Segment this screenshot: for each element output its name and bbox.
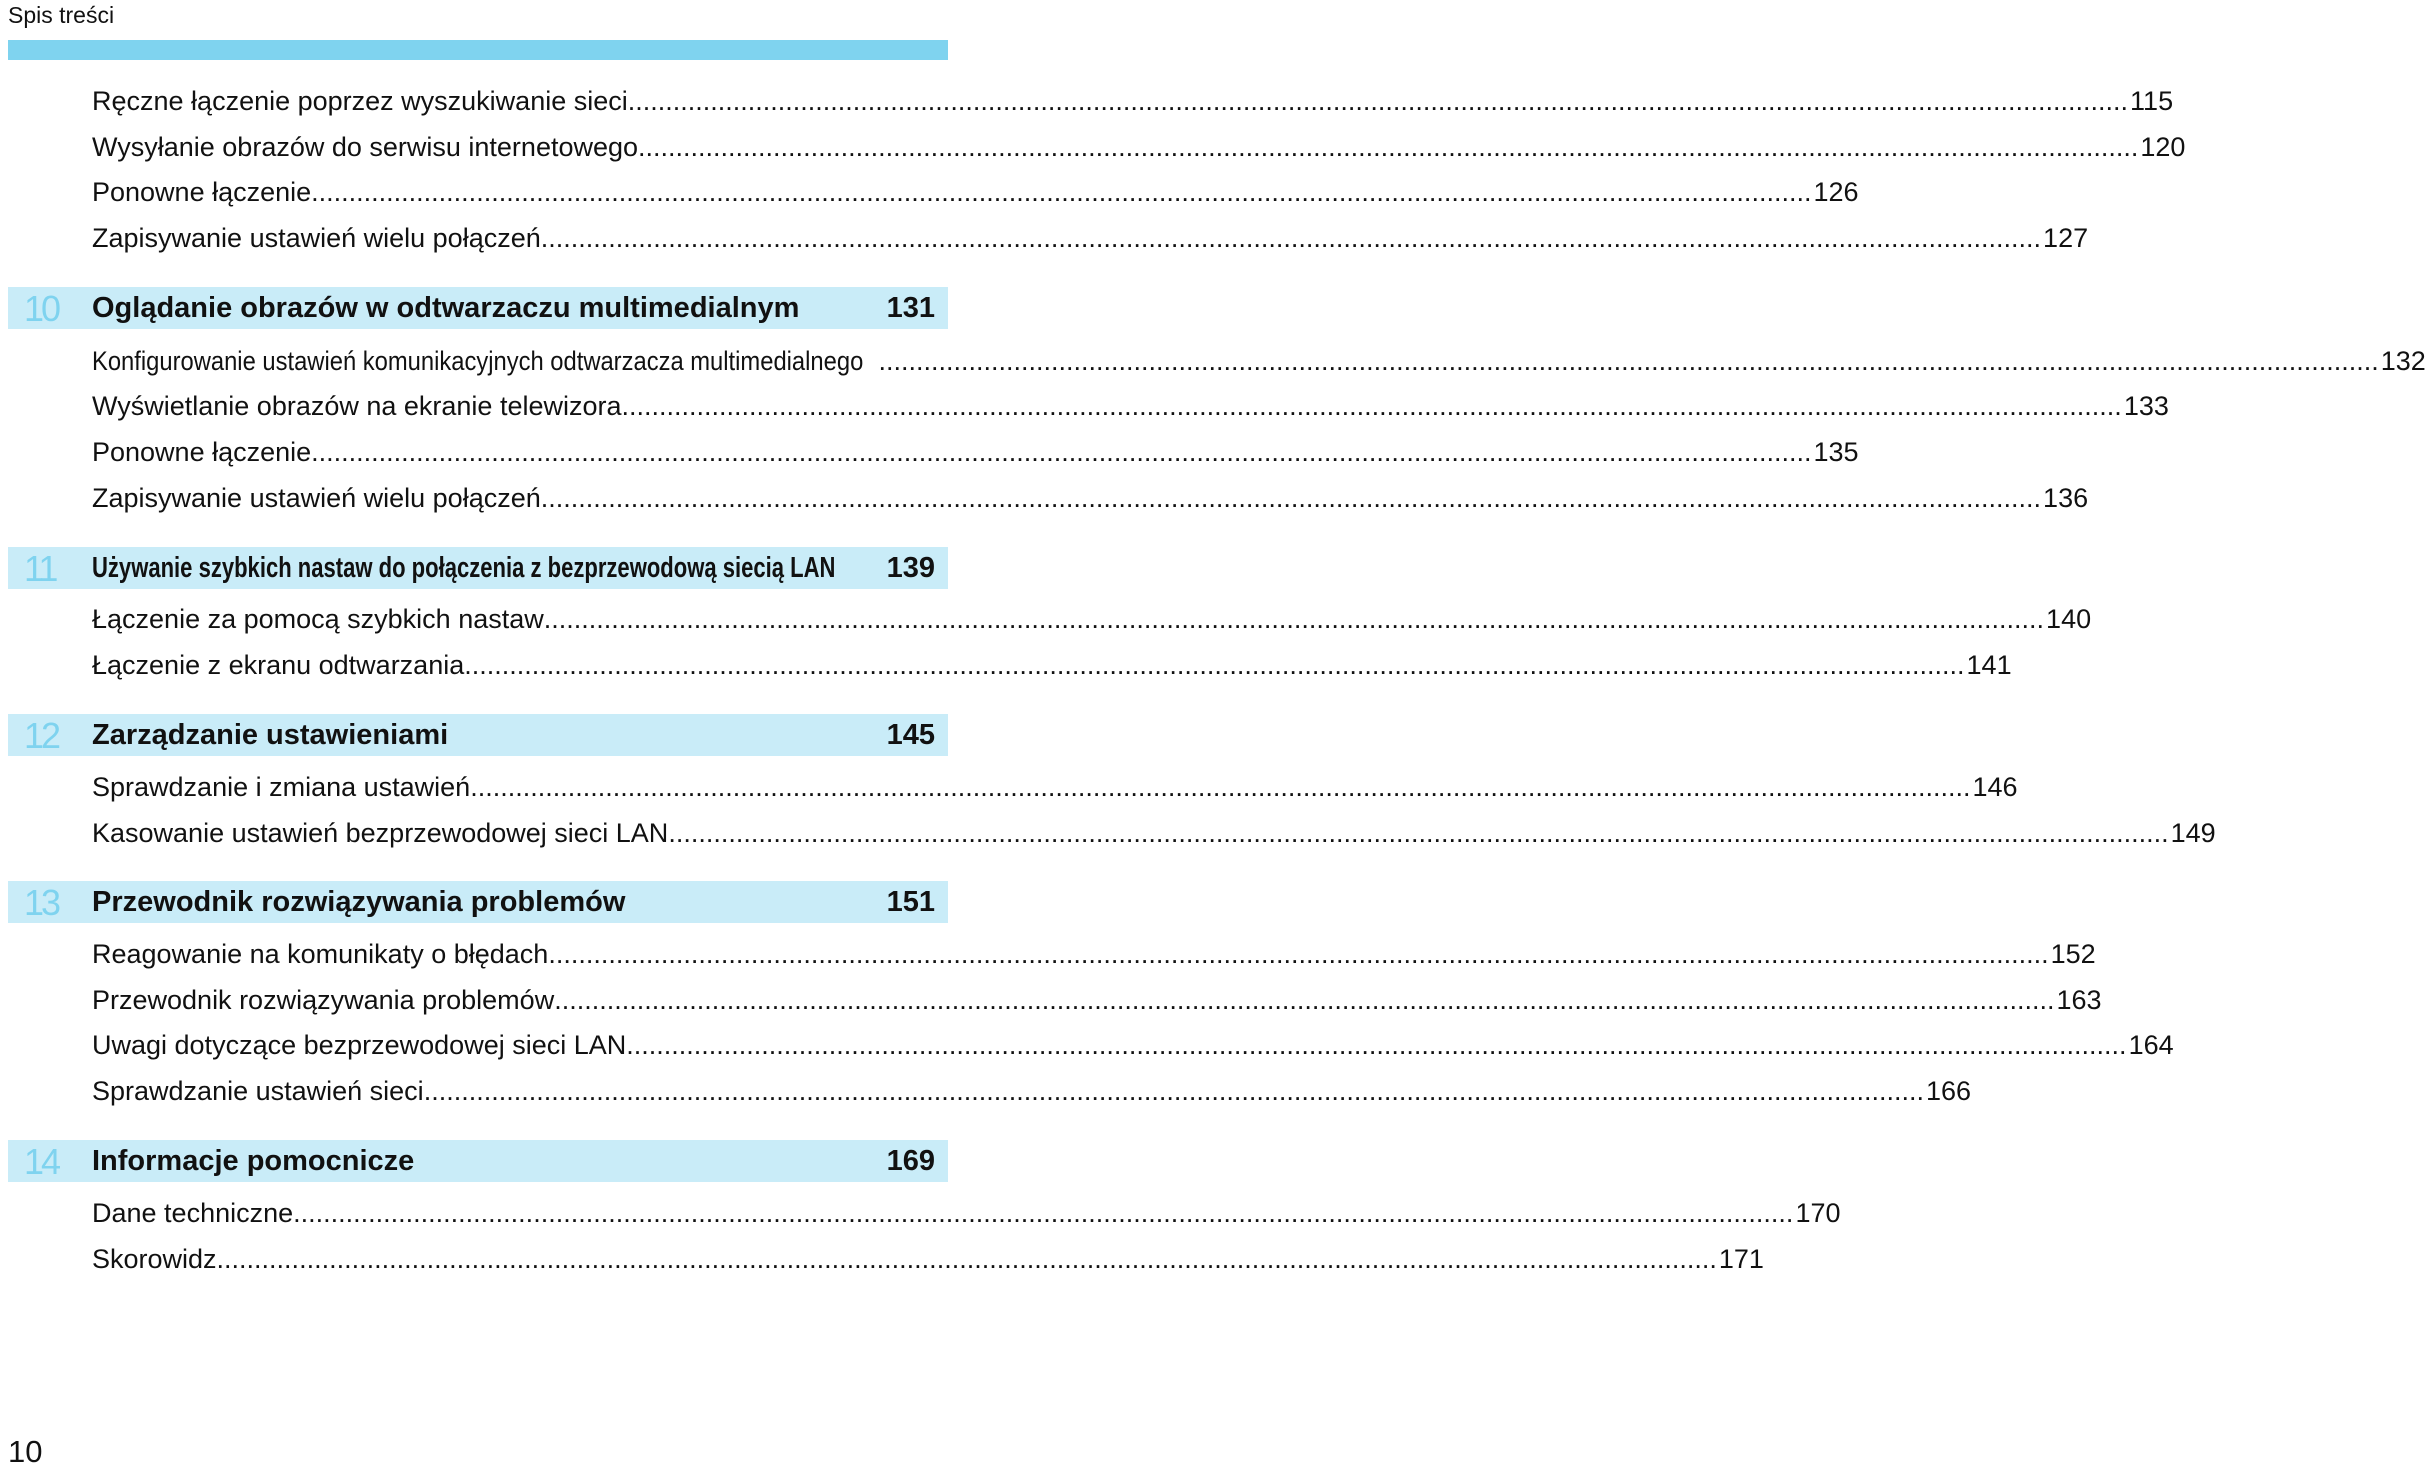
dot-leader: ........................................................................................................................................................................................................: [423, 1076, 1924, 1106]
toc-entry-label: Reagowanie na komunikaty o błędach: [92, 939, 549, 969]
chapter-header[interactable]: [8, 547, 948, 589]
toc-entry-page: 140: [2046, 604, 2092, 634]
chapter-header[interactable]: [8, 714, 948, 756]
toc-entry-page: 126: [1813, 177, 1859, 207]
toc-entry-label: Łączenie za pomocą szybkich nastaw: [92, 604, 544, 634]
page-number: 10: [8, 1434, 43, 1469]
toc-entry-page: 141: [1966, 650, 2012, 680]
toc-entry[interactable]: [92, 481, 2089, 515]
toc-entry[interactable]: [92, 1242, 1764, 1276]
toc-entry[interactable]: [92, 1196, 1841, 1230]
dot-leader: ........................................................................................................................................................................................................: [554, 985, 2055, 1015]
chapter-title: Zarządzanie ustawieniami: [92, 719, 449, 751]
toc-entry-page: 127: [2043, 223, 2089, 253]
dot-leader: ........................................................................................................................................................................................................: [621, 391, 2122, 421]
toc-entry[interactable]: [92, 221, 2089, 255]
toc-entry[interactable]: [92, 1074, 1972, 1108]
dot-leader: ........................................................................................................................................................................................................: [311, 437, 1812, 467]
toc-entry[interactable]: [92, 130, 2186, 164]
toc-entry[interactable]: [92, 602, 2092, 636]
toc-entry-label: Ponowne łączenie: [92, 437, 312, 467]
toc-entry[interactable]: [92, 770, 2018, 804]
chapter-title: Używanie szybkich nastaw do połączenia z bezprzewodową siecią LAN: [92, 552, 836, 584]
chapter-number: 14: [24, 1141, 59, 1182]
chapter-page: 151: [886, 886, 935, 918]
toc-entry-label: Wysyłanie obrazów do serwisu internetowego: [92, 132, 639, 162]
toc-entry-page: 163: [2056, 985, 2102, 1015]
toc-entry-page: 146: [1972, 772, 2018, 802]
dot-leader: ........................................................................................................................................................................................................: [470, 772, 1971, 802]
toc-entry[interactable]: [92, 937, 2096, 971]
toc-entry-page: 164: [2128, 1030, 2174, 1060]
dot-leader: ........................................................................................................................................................................................................: [543, 604, 2045, 634]
toc-entry-page: 133: [2123, 391, 2169, 421]
toc-entry-page: 132: [2380, 346, 2426, 376]
dot-leader: ........................................................................................................................................................................................................: [878, 346, 2379, 376]
toc-entry-page: 170: [1795, 1198, 1841, 1228]
toc-entry-label: Przewodnik rozwiązywania problemów: [92, 985, 555, 1015]
toc-entry-label: Ręczne łączenie poprzez wyszukiwanie sieci: [92, 86, 628, 116]
toc-entry-label: Zapisywanie ustawień wielu połączeń: [92, 483, 541, 513]
toc-entry[interactable]: [92, 175, 1859, 209]
toc-entry[interactable]: [92, 816, 2216, 850]
toc-entry-label: Wyświetlanie obrazów na ekranie telewizora: [92, 391, 622, 421]
dot-leader: ........................................................................................................................................................................................................: [668, 818, 2169, 848]
dot-leader: ........................................................................................................................................................................................................: [548, 939, 2049, 969]
dot-leader: ........................................................................................................................................................................................................: [627, 86, 2129, 116]
chapter-header[interactable]: [8, 881, 948, 923]
toc-entry-label: Uwagi dotyczące bezprzewodowej sieci LAN: [92, 1030, 627, 1060]
header-bar: [8, 40, 948, 60]
toc-entry[interactable]: [92, 389, 2169, 423]
chapter-title: Przewodnik rozwiązywania problemów: [92, 886, 626, 918]
toc-entry[interactable]: [92, 1028, 2174, 1062]
toc-entry[interactable]: [92, 344, 2426, 378]
chapter-title: Oglądanie obrazów w odtwarzaczu multimedialnym: [92, 292, 800, 324]
toc-entry-page: 171: [1718, 1244, 1764, 1274]
toc-entry-page: 149: [2170, 818, 2216, 848]
dot-leader: ........................................................................................................................................................................................................: [638, 132, 2139, 162]
chapter-number: 10: [24, 288, 59, 329]
toc-entry-label: Łączenie z ekranu odtwarzania: [92, 650, 465, 680]
dot-leader: ........................................................................................................................................................................................................: [293, 1198, 1794, 1228]
chapter-number: 13: [24, 882, 59, 923]
chapter-header[interactable]: [8, 1140, 948, 1182]
toc-entry-page: 152: [2050, 939, 2096, 969]
dot-leader: ........................................................................................................................................................................................................: [311, 177, 1812, 207]
toc-entry-page: 166: [1925, 1076, 1972, 1106]
toc-entry-label: Zapisywanie ustawień wielu połączeń: [92, 223, 541, 253]
toc-entry[interactable]: [92, 983, 2102, 1017]
toc-entry-label: Sprawdzanie ustawień sieci: [92, 1076, 424, 1106]
chapter-page: 169: [886, 1145, 935, 1177]
toc-entry-label: Sprawdzanie i zmiana ustawień: [92, 772, 471, 802]
chapter-number: 12: [24, 715, 59, 756]
toc-entry-page: 120: [2140, 132, 2186, 162]
dot-leader: ........................................................................................................................................................................................................: [464, 650, 1965, 680]
dot-leader: ........................................................................................................................................................................................................: [216, 1244, 1717, 1274]
dot-leader: ........................................................................................................................................................................................................: [626, 1030, 2127, 1060]
toc-entry-label: Konfigurowanie ustawień komunikacyjnych odtwarzacza multimedialnego: [92, 346, 864, 376]
toc-entry[interactable]: [92, 435, 1859, 469]
toc-entry-label: Ponowne łączenie: [92, 177, 312, 207]
toc-entry[interactable]: [92, 84, 2174, 118]
chapter-number: 11: [24, 548, 56, 589]
toc-entry-label: Dane techniczne: [92, 1198, 294, 1228]
toc-entry[interactable]: [92, 648, 2012, 682]
chapter-page: 139: [886, 552, 935, 584]
dot-leader: ........................................................................................................................................................................................................: [540, 483, 2042, 513]
chapter-header[interactable]: [8, 287, 948, 329]
chapter-page: 131: [886, 292, 935, 324]
dot-leader: ........................................................................................................................................................................................................: [540, 223, 2042, 253]
toc-entry-page: 135: [1813, 437, 1859, 467]
chapter-page: 145: [886, 719, 935, 751]
toc-entry-page: 136: [2043, 483, 2089, 513]
chapter-title: Informacje pomocnicze: [92, 1145, 415, 1177]
toc-entry-label: Skorowidz: [92, 1244, 217, 1274]
page-title: Spis treści: [8, 2, 115, 28]
toc-entry-page: 115: [2130, 86, 2174, 116]
toc-entry-label: Kasowanie ustawień bezprzewodowej sieci LAN: [92, 818, 669, 848]
